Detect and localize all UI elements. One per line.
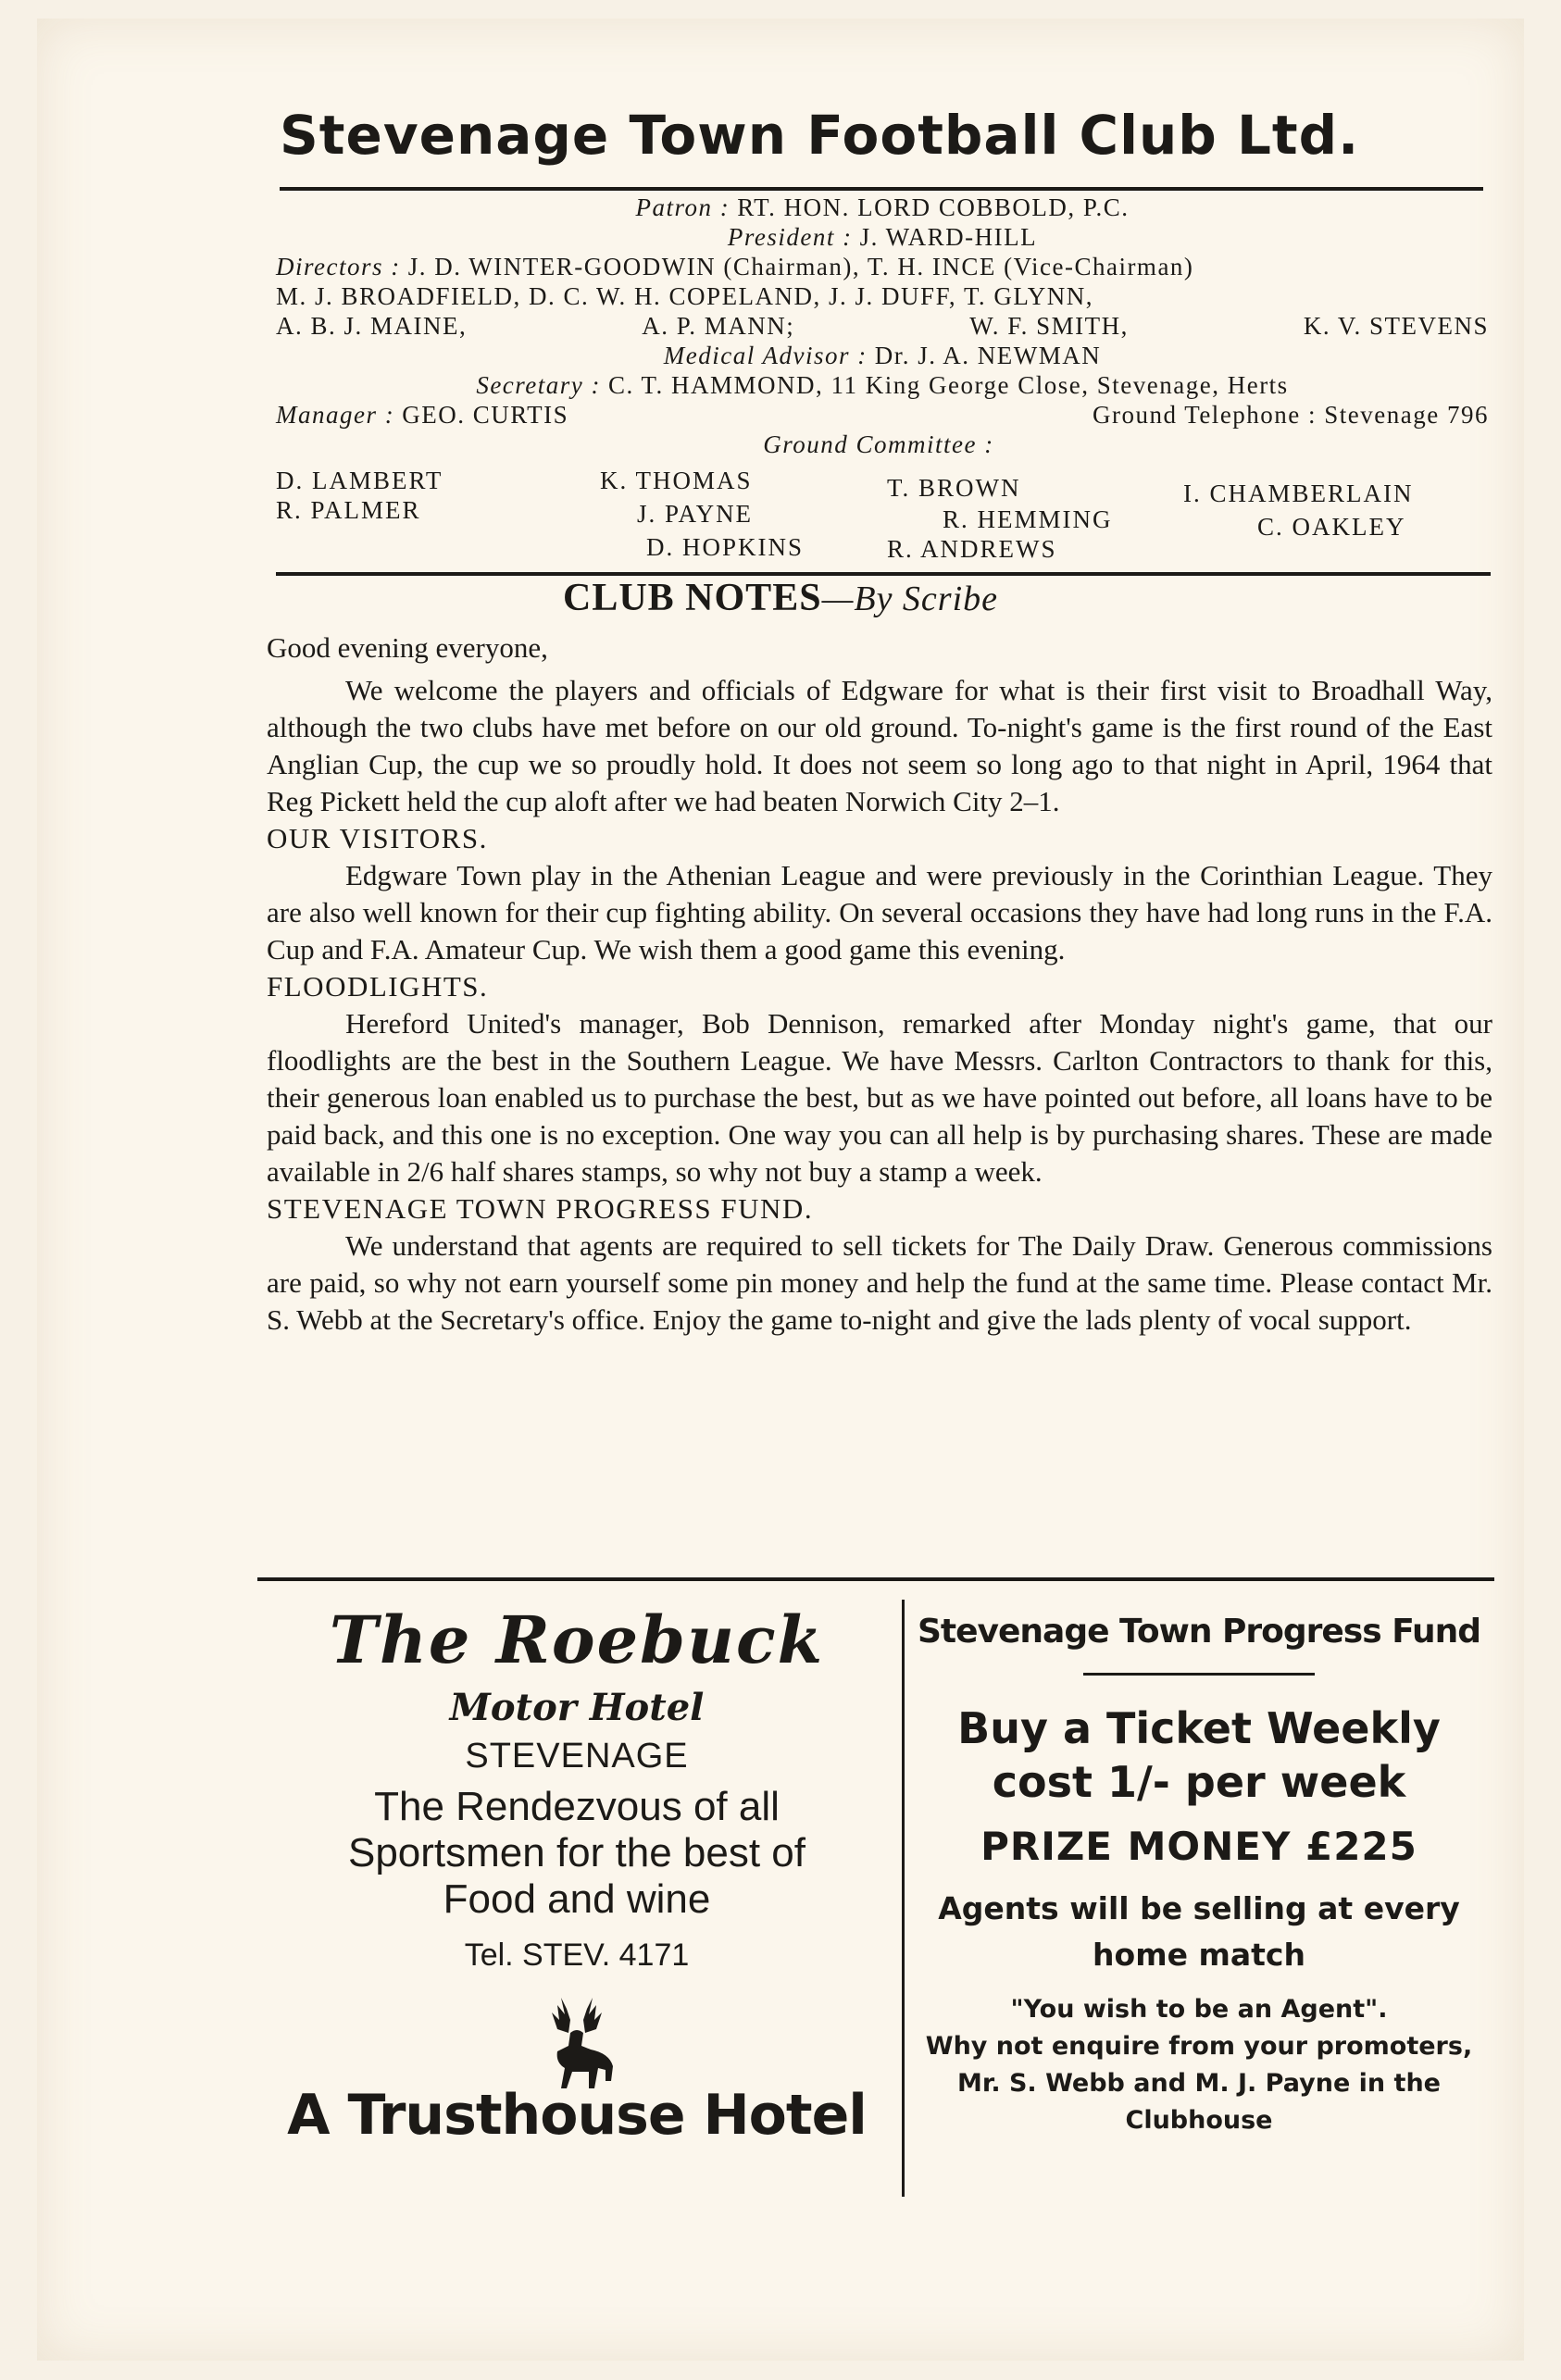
greeting: Good evening everyone, — [267, 631, 548, 664]
committee-member: R. ANDREWS — [887, 535, 1057, 563]
committee-member: R. PALMER — [276, 496, 421, 524]
ground-telephone: Ground Telephone : Stevenage 796 — [1092, 401, 1489, 429]
progress-fund-advert — [912, 1613, 1486, 2139]
directors-line-3: A. B. J. MAINE, A. P. MANN; W. F. SMITH, K. V. STEVENS — [276, 312, 1489, 340]
roebuck-telephone: Tel. STEV. 4171 — [464, 1938, 690, 1973]
ads-divider — [902, 1600, 905, 2197]
officials-block — [276, 193, 1489, 459]
committee-member: D. LAMBERT — [276, 467, 443, 494]
trusthouse-logo: A Trusthouse Hotel — [287, 2083, 867, 2148]
committee-member: I. CHAMBERLAIN — [1183, 480, 1414, 507]
fund-paragraph: We understand that agents are required to sell tickets for The Daily Draw. Generous commissions are paid, so why not earn yourself some pin money and help the fund at the same time. Please contact Mr. S. Webb at the Secretary's office. Enjoy the game to-night and give the lads plenty of vocal support. — [267, 1229, 1492, 1336]
page-title: Stevenage Town Football Club Ltd. — [280, 104, 1360, 167]
roebuck-town: STEVENAGE — [465, 1737, 689, 1776]
fund-ad-offer: Buy a Ticket Weekly cost 1/- per week — [957, 1703, 1441, 1807]
president: J. WARD-HILL — [859, 223, 1038, 251]
directors-line-2: M. J. BROADFIELD, D. C. W. H. COPELAND, J. J. DUFF, T. GLYNN, — [276, 282, 1093, 310]
roebuck-tagline: The Rendezvous of all Sportsmen for the best of Food and wine — [347, 1784, 806, 1922]
floodlights-heading: FLOODLIGHTS. — [267, 970, 489, 1003]
visitors-heading: OUR VISITORS. — [267, 822, 488, 854]
prize-money: PRIZE MONEY £225 — [980, 1824, 1417, 1869]
fund-heading: STEVENAGE TOWN PROGRESS FUND. — [267, 1192, 814, 1225]
roebuck-advert — [267, 1601, 887, 2148]
club-notes-heading: CLUB NOTES—By Scribe — [562, 577, 999, 619]
fund-ad-rule — [1083, 1673, 1315, 1676]
ground-committee — [276, 459, 1489, 568]
club-notes-body — [267, 629, 1492, 1339]
committee-member: J. PAYNE — [637, 500, 754, 528]
committee-member: T. BROWN — [887, 474, 1021, 502]
visitors-paragraph: Edgware Town play in the Athenian League and were previously in the Corinthian League. They are also well known for their cup fighting ability. On several occasions they have had long runs in the F.A. Cup and F.A. Amateur Cup. We wish them a good game this evening. — [267, 859, 1492, 966]
title-rule — [280, 187, 1483, 191]
roebuck-subtitle: Motor Hotel — [449, 1686, 705, 1729]
stag-icon — [526, 1992, 628, 2094]
byline: —By Scribe — [821, 579, 999, 618]
committee-member: R. HEMMING — [943, 505, 1113, 533]
fund-ad-heading: Stevenage Town Progress Fund — [917, 1613, 1481, 1651]
committee-member: K. THOMAS — [600, 467, 753, 494]
intro-paragraph: We welcome the players and officials of Edgware for what is their first visit to Broadhall Way, although the two clubs have met before on our old ground. To-night's game is the first round of the East Anglian Cup, the cup we so proudly hold. It does not seem so long ago to that night in April, 1964 that Reg Pickett held the cup aloft after we had beaten Norwich City 2–1. — [267, 674, 1492, 817]
floodlights-paragraph: Hereford United's manager, Bob Dennison, remarked after Monday night's game, that our floodlights are the best in the Southern League. We have Messrs. Carlton Contractors to thank for this, their generous loan enabled us to purchase the best, but as we have pointed out before, all loans have to be paid back, and this one is no exception. One way you can all help is by purchasing shares. These are made available in 2/6 half shares stamps, so why not buy a stamp a week. — [267, 1007, 1492, 1188]
committee-member: C. OAKLEY — [1257, 513, 1406, 541]
medical-line: Medical Advisor : Dr. J. A. NEWMAN — [663, 342, 1102, 369]
programme-page — [37, 19, 1524, 2361]
manager-line: Manager : GEO. CURTIS Ground Telephone : Stevenage 796 — [276, 401, 1489, 429]
secretary-line: Secretary : C. T. HAMMOND, 11 King George Close, Stevenage, Herts — [476, 371, 1289, 399]
committee-heading: Ground Committee : — [763, 430, 994, 458]
ads-rule — [257, 1577, 1494, 1581]
patron: RT. HON. LORD COBBOLD, P.C. — [737, 193, 1130, 221]
committee-member: D. HOPKINS — [646, 533, 805, 561]
patron-line: Patron : RT. HON. LORD COBBOLD, P.C. — [635, 193, 1130, 221]
roebuck-name: The Roebuck — [329, 1601, 825, 1678]
directors-line-1: Directors : J. D. WINTER-GOODWIN (Chairman), T. H. INCE (Vice-Chairman) — [276, 253, 1194, 280]
fund-ad-enquire: "You wish to be an Agent". Why not enquire from your promoters, Mr. S. Webb and M. J. Payne in the Clubhouse — [925, 1995, 1473, 2135]
president-line: President : J. WARD-HILL — [727, 223, 1038, 251]
fund-ad-agents: Agents will be selling at every home match — [938, 1890, 1460, 1973]
